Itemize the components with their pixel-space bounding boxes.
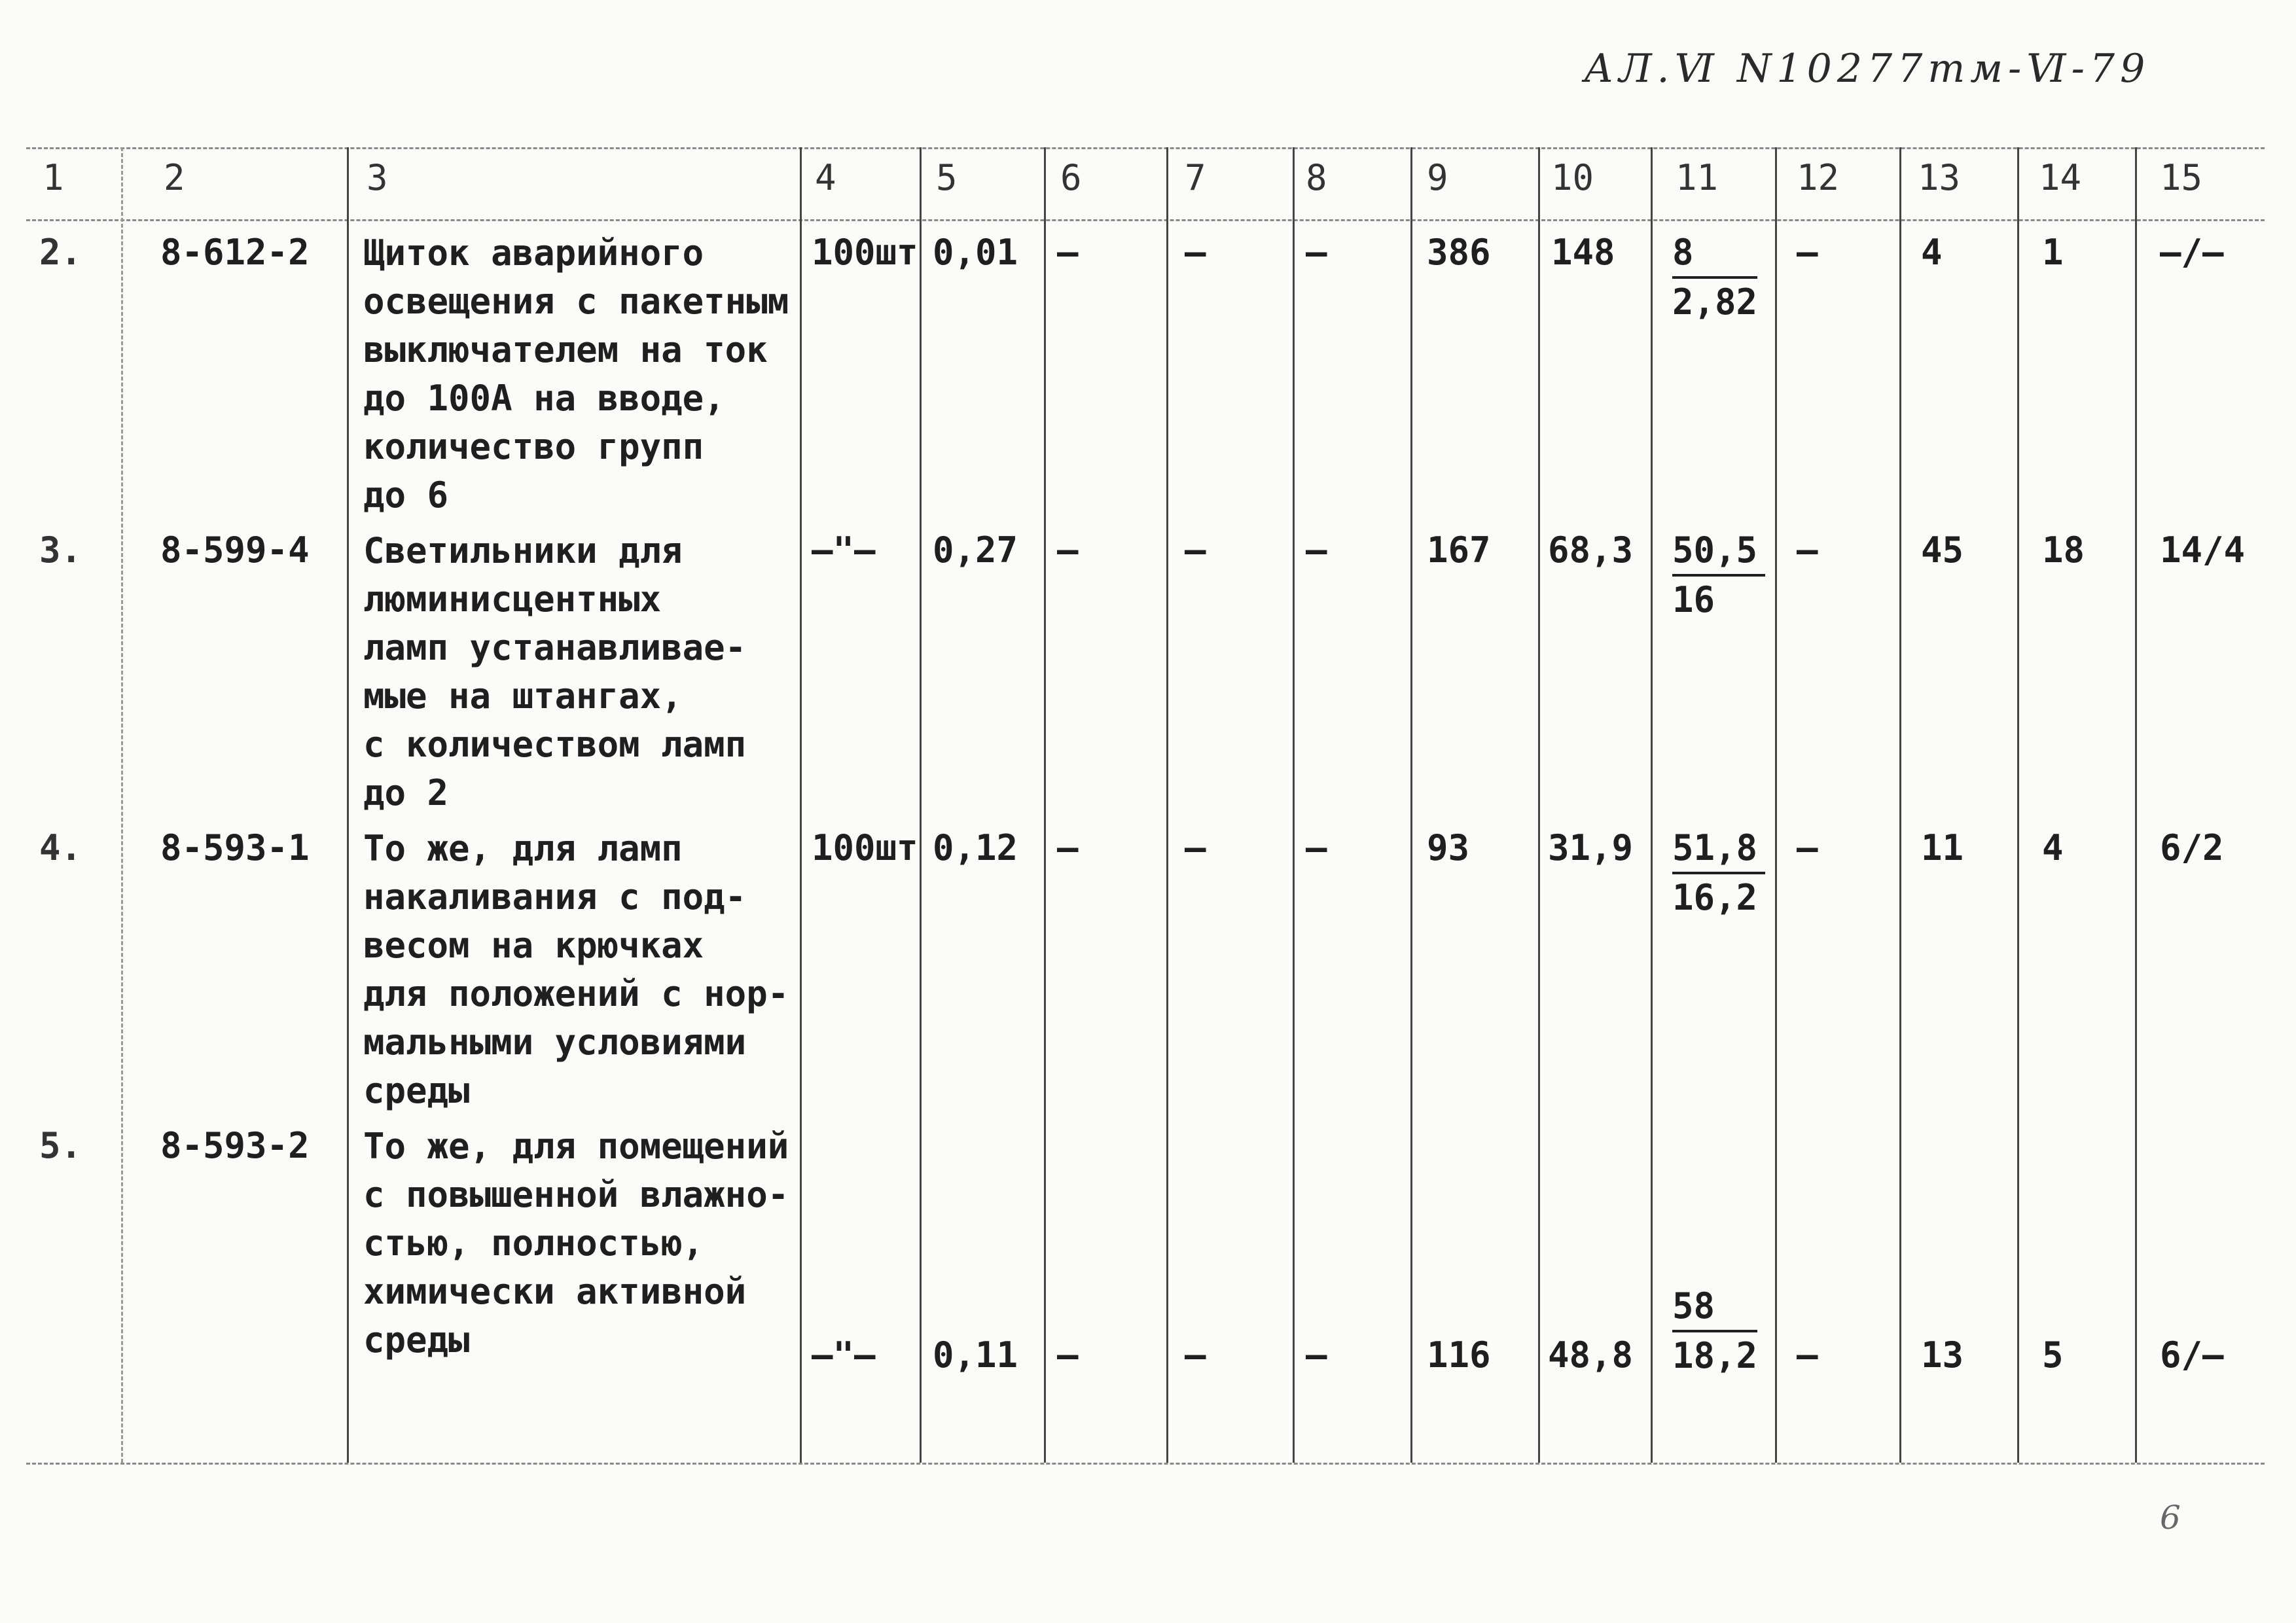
row-col-6: – [1057, 1334, 1079, 1376]
row-col-10: 48,8 [1548, 1334, 1634, 1376]
header-col-3: 3 [367, 157, 388, 198]
table-bottom-line [26, 1463, 2265, 1465]
row-col-13: 4 [1921, 232, 1943, 273]
row-description: То же, для помещений с повышенной влажно- стью, полностью, химически активной среды [363, 1126, 789, 1361]
row-description: Щиток аварийного освещения с пакетным выключателем на ток до 100А на вводе, количество групп до 6 [363, 232, 789, 516]
header-col-2: 2 [164, 157, 185, 198]
row-col-9: 116 [1427, 1334, 1491, 1376]
fraction-numerator: 8 [1672, 229, 1757, 279]
header-col-9: 9 [1427, 157, 1448, 198]
header-col-4: 4 [815, 157, 836, 198]
row-col-6: – [1057, 232, 1079, 273]
row-code: 8-599-4 [160, 529, 310, 571]
header-bottom-line [26, 219, 2265, 221]
row-col-15: 6/2 [2160, 827, 2224, 868]
row-col-12: – [1797, 827, 1818, 868]
row-col-8: – [1306, 1334, 1327, 1376]
row-code: 8-612-2 [160, 232, 310, 273]
fraction-denominator: 2,82 [1672, 281, 1758, 323]
row-number: 2. [39, 232, 82, 273]
row-col-13: 45 [1921, 529, 1964, 571]
row-col-11-fraction [1672, 229, 1757, 326]
row-col-9: 93 [1427, 827, 1470, 868]
col-divider [920, 147, 922, 1463]
page-mark: 6 [2160, 1499, 2181, 1537]
row-col-15: 14/4 [2160, 529, 2246, 571]
header-col-14: 14 [2039, 157, 2082, 198]
row-col-7: – [1185, 1334, 1206, 1376]
row-col-8: – [1306, 827, 1327, 868]
row-code: 8-593-2 [160, 1125, 310, 1166]
row-code: 8-593-1 [160, 827, 310, 868]
row-col-11-fraction [1672, 825, 1765, 921]
row-col-14: 18 [2042, 529, 2085, 571]
col-divider [1651, 147, 1653, 1463]
row-number: 3. [39, 529, 82, 571]
row-col-10: 31,9 [1548, 827, 1634, 868]
row-col-15: –/– [2160, 232, 2224, 273]
col-divider [1293, 147, 1295, 1463]
col-divider [121, 147, 123, 1463]
row-col-7: – [1185, 827, 1206, 868]
fraction-denominator: 16 [1672, 579, 1715, 620]
row-col-15: 6/– [2160, 1334, 2224, 1376]
row-col-6: – [1057, 827, 1079, 868]
row-col-6: – [1057, 529, 1079, 571]
row-col-10: 68,3 [1548, 529, 1634, 571]
row-col-13: 11 [1921, 827, 1964, 868]
row-unit: –"– [812, 529, 876, 571]
row-quantity: 0,12 [933, 827, 1018, 868]
row-col-7: – [1185, 232, 1206, 273]
row-number: 4. [39, 827, 82, 868]
header-top-line [26, 147, 2265, 149]
header-col-11: 11 [1676, 157, 1719, 198]
col-divider [2135, 147, 2137, 1463]
row-col-8: – [1306, 232, 1327, 273]
header-col-15: 15 [2160, 157, 2203, 198]
row-col-9: 386 [1427, 232, 1491, 273]
header-col-12: 12 [1797, 157, 1840, 198]
row-unit: 100шт [812, 232, 918, 273]
fraction-denominator: 18,2 [1672, 1335, 1758, 1376]
row-col-14: 4 [2042, 827, 2064, 868]
col-divider [1899, 147, 1901, 1463]
row-col-12: – [1797, 1334, 1818, 1376]
header-col-13: 13 [1918, 157, 1961, 198]
header-col-7: 7 [1185, 157, 1206, 198]
header-col-1: 1 [43, 157, 64, 198]
row-col-14: 5 [2042, 1334, 2064, 1376]
col-divider [800, 147, 802, 1463]
row-col-9: 167 [1427, 529, 1491, 571]
fraction-numerator: 58 [1672, 1283, 1757, 1332]
row-col-12: – [1797, 529, 1818, 571]
row-col-10: 148 [1551, 232, 1615, 273]
col-divider [2017, 147, 2019, 1463]
row-unit: 100шт [812, 827, 918, 868]
fraction-denominator: 16,2 [1672, 877, 1758, 918]
col-divider [1775, 147, 1777, 1463]
row-col-13: 13 [1921, 1334, 1964, 1376]
row-col-12: – [1797, 232, 1818, 273]
row-col-11-fraction [1672, 1283, 1757, 1380]
row-description: То же, для ламп накаливания с под- весом на крючках для положений с нор- мальными условиями среды [363, 828, 789, 1111]
row-quantity: 0,01 [933, 232, 1018, 273]
col-divider [1044, 147, 1046, 1463]
col-divider [1166, 147, 1168, 1463]
row-number: 5. [39, 1125, 82, 1166]
row-col-14: 1 [2042, 232, 2064, 273]
row-quantity: 0,27 [933, 529, 1018, 571]
row-unit: –"– [812, 1334, 876, 1376]
header-col-10: 10 [1551, 157, 1594, 198]
fraction-numerator: 50,5 [1672, 527, 1765, 577]
header-col-8: 8 [1306, 157, 1327, 198]
row-col-11-fraction [1672, 527, 1765, 624]
col-divider [1410, 147, 1412, 1463]
document-id-stamp: АЛ.Ⅵ N10277тм-Ⅵ-79 [1584, 46, 2151, 92]
header-col-5: 5 [936, 157, 958, 198]
header-col-6: 6 [1060, 157, 1082, 198]
row-quantity: 0,11 [933, 1334, 1018, 1376]
row-col-7: – [1185, 529, 1206, 571]
fraction-numerator: 51,8 [1672, 825, 1765, 874]
col-divider [347, 147, 349, 1463]
col-divider [1538, 147, 1540, 1463]
row-col-8: – [1306, 529, 1327, 571]
row-description: Светильники для люминисцентных ламп устанавливае- мые на штангах, с количеством ламп до 2 [363, 530, 747, 813]
